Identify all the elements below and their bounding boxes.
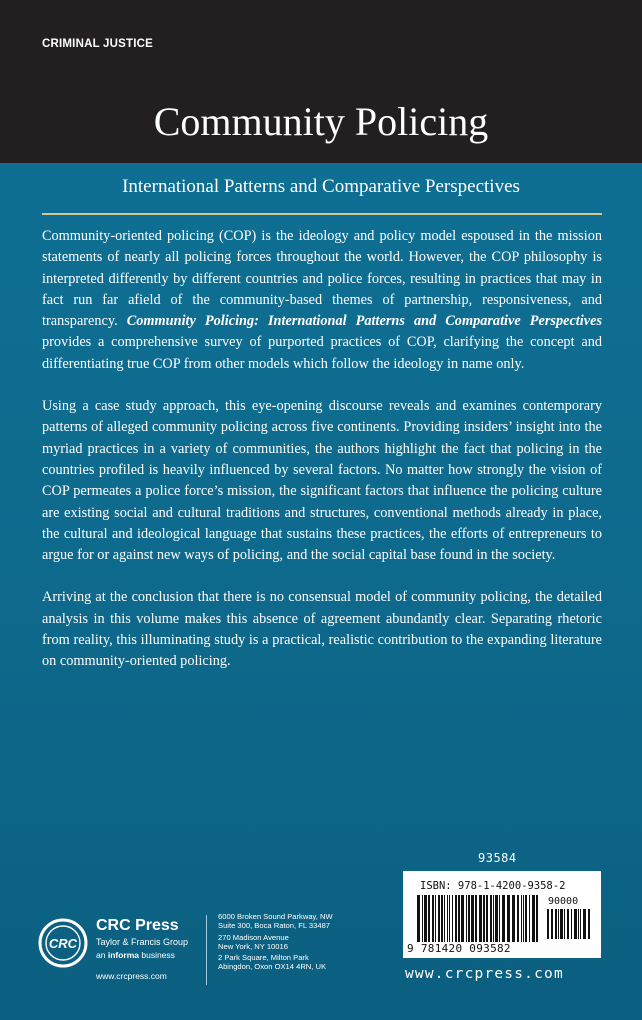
- informa-brand: informa: [107, 950, 139, 960]
- address-line: New York, NY 10016: [218, 941, 288, 951]
- isbn-label: ISBN: 978-1-4200-9358-2: [420, 880, 566, 892]
- informa-tagline: [96, 950, 175, 960]
- address-line: Suite 300, Boca Raton, FL 33487: [218, 921, 331, 931]
- price-code: 90000: [548, 896, 579, 907]
- paragraph-1-book-title: Community Policing: International Patterns and Comparative Perspectives: [126, 313, 603, 330]
- address-divider: [206, 915, 207, 985]
- paragraph-1-text-end: provides a comprehensive survey of purported practices of COP, clarifying the concept and differentiating true COP from other models which follow the ideology in name only.: [42, 334, 602, 372]
- logo-text: CRC: [48, 936, 78, 951]
- series-label: CRIMINAL JUSTICE: [42, 38, 153, 50]
- description: [42, 226, 602, 694]
- crc-press-logo-icon: [37, 917, 89, 969]
- paragraph-1-text: Community-oriented policing (COP) is the ideology and policy model espoused in the mission statements of nearly all policing forces throughout the world. However, the COP philosophy is interpreted differently by different countries and police forces, resulting in practices that may in fact run far afield of the community-based themes of partnership, responsiveness, and transparency.: [42, 228, 602, 330]
- publisher-url: www.crcpress.com: [96, 971, 167, 981]
- product-code: 93584: [478, 851, 517, 865]
- address-line: Abingdon, Oxon OX14 4RN, UK: [218, 962, 327, 972]
- price-barcode: [547, 909, 591, 939]
- publisher-name: CRC Press: [96, 917, 179, 934]
- address-line: 270 Madison Avenue: [218, 932, 289, 942]
- informa-prefix: an: [96, 950, 108, 960]
- website-url: www.crcpress.com: [405, 966, 564, 982]
- book-title: Community Policing: [153, 99, 489, 144]
- description-paragraph-3: Arriving at the conclusion that there is no consensual model of community policing, the detailed analysis in this volume makes this absence of agreement abundantly clear. Separating rhetoric from reality, this illuminating study is a practical, realistic contribution to the expanding literature on community-oriented policing.: [42, 589, 602, 670]
- title-divider: [42, 213, 602, 215]
- ean-barcode: [417, 895, 541, 942]
- address-line: 6000 Broken Sound Parkway, NW: [218, 912, 333, 921]
- address-line: 2 Park Square, Milton Park: [218, 953, 309, 963]
- barcode: [403, 871, 601, 958]
- barcode-digits: 9 781420 093582: [407, 942, 511, 955]
- publisher-address: [218, 912, 333, 972]
- description-paragraph-2: Using a case study approach, this eye-opening discourse reveals and examines contemporary patterns of alleged community policing across five continents. Providing insiders’ insight into the myriad practices in a variety of communities, the authors highlight the fact that policing in the countries profiled is heavily influenced by several factors. No matter how strongly the vision of COP permeates a police force’s mission, the significant factors that influence the policing culture are existing social and cultural traditions and structures, conventional methods already in place, the cultural and ideological language that sustains these practices, the efforts of entrepreneurs to argue for or against new ways of policing, and the social capital base found in the society.: [42, 398, 602, 564]
- book-subtitle: International Patterns and Comparative Perspectives: [122, 176, 520, 197]
- informa-suffix: business: [139, 950, 175, 960]
- publisher-group: Taylor & Francis Group: [96, 937, 189, 947]
- description-paragraph-1: [42, 226, 602, 375]
